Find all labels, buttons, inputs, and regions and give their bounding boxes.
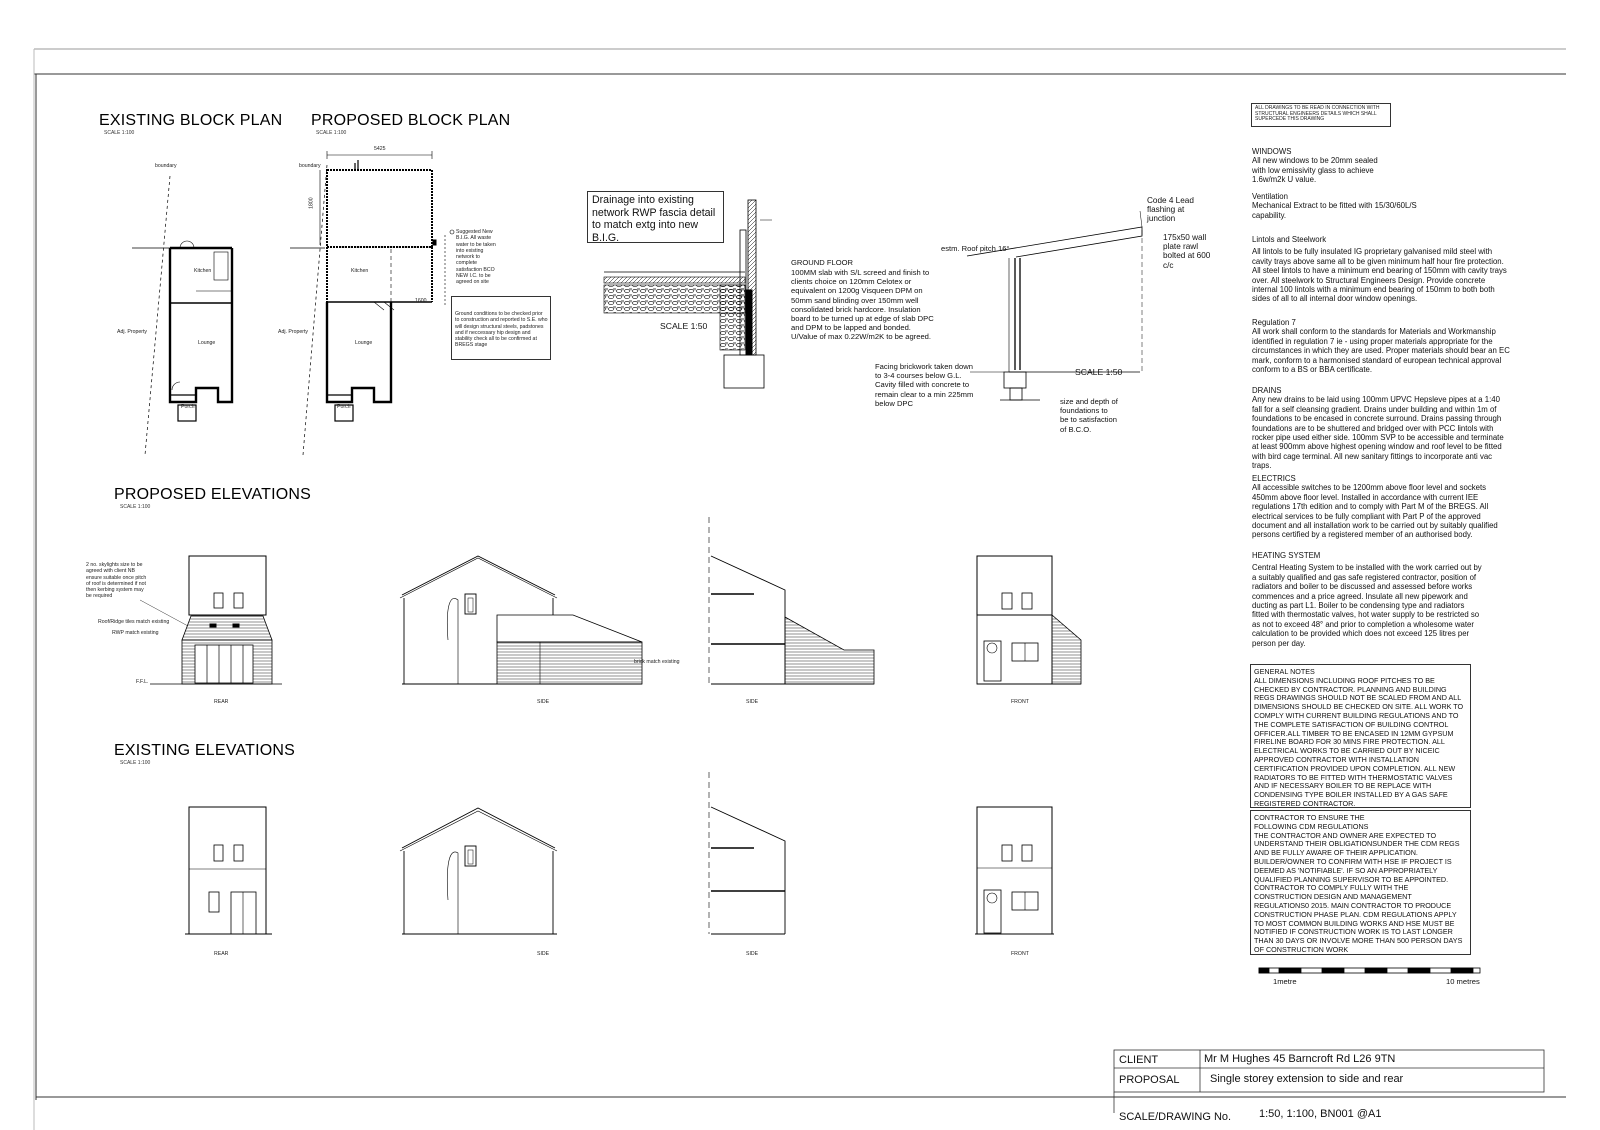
proposal-value: Single storey extension to side and rear (1210, 1073, 1404, 1085)
existing-elevations-heading: EXISTING ELEVATIONS (114, 742, 296, 759)
drains-title: DRAINS (1252, 386, 1282, 395)
porch-label: Porch (337, 404, 351, 410)
regulation7-text: All work shall conform to the standards for Materials and Workmanship identified in regulation 7 ie - using proper materials appropriate for the circumstances in which they are used. Proper materials should bear an EC mark, conform to a harmonised standard of european technical approval conform to a BS or BBA certificate. (1252, 327, 1510, 375)
adj-property-label: Adj. Property (117, 329, 147, 335)
cdm-text: THE CONTRACTOR AND OWNER ARE EXPECTED TO UNDERSTAND THEIR OBLIGATIONSUNDER THE CDM REGS AND BE FULLY AWARE OF THEIR APPLICATION. BUILDER/OWNER TO CONFIRM WITH HSE IF PROJECT IS DEEMED AS 'NOTIFIABLE'. IF SO AN APPROPRIATELY QUALIFIED PLANNING SUPERVISOR TO BE APPOINTED. CONTRACTOR TO COMPLY FULLY WITH THE CONSTRUCTION DESIGN AND MANAGEMENT REGULATIONS0 2015. MAIN CONTRACTOR TO PRODUCE CONSTRUCTION PHASE PLAN. CDM REGULATIONS APPLY TO MOST COMMON BUILDING WORKS AND HSE MUST BE NOTIFIED IF CONSTRUCTION WORK IS TO LAST LONGER THAN 30 DAYS OR INVOLVE MORE THAN 500 PERSON DAYS OF CONSTRUCTION WORK (1254, 830, 1463, 954)
rear-label: REAR (214, 699, 229, 705)
scale-bar-left-label: 1metre (1273, 977, 1297, 986)
rear-label: REAR (214, 951, 229, 957)
dimension-small: 1600 (415, 298, 427, 304)
lounge-label: Lounge (355, 340, 373, 346)
roof-pitch-label: estm. Roof pitch 16° (941, 244, 1010, 253)
proposal-label: PROPOSAL (1119, 1074, 1180, 1086)
electrics-text: All accessible switches to be 1200mm above floor level and sockets 450mm above floor level. Installed in accordance with current IEE regulations 17th edition and to comply with Part M of the BREGS. All electrical services to be fully compliant with Part P of the approved document and all installation work to be carried out by suitably qualified persons certified by a registered member of an authorised body. (1252, 483, 1498, 540)
front-label: FRONT (1011, 699, 1029, 705)
drawings-read-box: ALL DRAWINGS TO BE READ IN CONNECTION WITH STRUCTURAL ENGINEERS DETAILS WHICH SHALL SUPERCEDE THIS DRAWING (1251, 103, 1391, 127)
scale-drawing-value: 1:50, 1:100, BN001 @A1 (1259, 1108, 1382, 1120)
foundation-note: size and depth of foundations to be to satisfaction of B.C.O. (1060, 397, 1118, 434)
regulation7-title: Regulation 7 (1252, 318, 1296, 327)
ground-floor-spec: 100MM slab with S/L screed and finish to clients choice on 120mm Celotex or equivalent on 1200g Visqueen DPM on 50mm sand blinding over 150mm well consolidated brick hardcore. Insulation board to be turned up at edge of slab DPC and DPM to be lapped and bonded. U/Value of max 0.22W/m2K to be agreed. (791, 268, 934, 342)
heating-text: Central Heating System to be installed with the work carried out by a suitably qualified and gas safe registered contractor, position of radiators and boiler to be discussed and assessed before works commences and a price agreed. Insulate all new pipework and ducting as part L1. Boiler to be condensing type and radiators fitted with thermostatic valves, hot water supply to be restricted so as not to exceed 48° and prior to completion a wholesome water calculation to be provided which does not exceed 125 litres per person per day. (1252, 563, 1482, 648)
scale-drawing-label: SCALE/DRAWING No. (1119, 1111, 1232, 1123)
lounge-label: Lounge (198, 340, 216, 346)
scale-label: SCALE 1:100 (104, 130, 135, 136)
scale-bar-right-label: 10 metres (1446, 977, 1480, 986)
brick-match-note: brick match existing (634, 659, 680, 665)
front-label: FRONT (1011, 951, 1029, 957)
lintols-title: Lintols and Steelwork (1252, 235, 1327, 244)
lintols-text: All lintols to be fully insulated IG proprietary galvanised mild steel with cavity trays above same all to be given minimum half hour fire protection. All steel lintols to have a minimum end bearing of 150mm with cavity trays over. All steelwork to Structural Engineers Design. Provide concrete internal 100 lintols with a minimum end bearing of 150mm to both both sides of all to all internal door window openings. (1252, 247, 1507, 304)
heating-title: HEATING SYSTEM (1252, 551, 1321, 560)
proposed-block-plan-heading: PROPOSED BLOCK PLAN (311, 112, 511, 129)
ground-floor-title: GROUND FLOOR (791, 258, 854, 267)
drainage-note: Drainage into existing network RWP fascia detail to match extg into new B.I.G. (587, 191, 724, 243)
existing-block-plan-heading: EXISTING BLOCK PLAN (99, 112, 283, 129)
side-label: SIDE (537, 951, 550, 957)
ventilation-text: Mechanical Extract to be fitted with 15/30/60L/S capability. (1252, 201, 1417, 220)
roof-tiles-note: Roof/Ridge tiles match existing (98, 619, 170, 625)
section-scale: SCALE 1:50 (660, 321, 708, 331)
cdm-title: CONTRACTOR TO ENSURE THE FOLLOWING CDM REGULATIONS (1254, 813, 1369, 831)
scale-label: SCALE 1:100 (120, 760, 151, 766)
ventilation-title: Ventilation (1252, 192, 1288, 201)
adj-property-label: Adj. Property (278, 329, 308, 335)
skylight-note: 2 no. skylights size to be agreed with client NB ensure suitable once pitch of roof is determined if not then kerbing system may be required (86, 562, 147, 600)
ffl-label: F.F.L. (136, 679, 149, 685)
kitchen-label: Kitchen (194, 268, 212, 274)
windows-text: All new windows to be 20mm sealed with low emissivity glass to achieve 1.6w/m2k U value. (1252, 156, 1378, 185)
rwp-note: RWP match existing (112, 630, 159, 636)
general-notes-text: ALL DIMENSIONS INCLUDING ROOF PITCHES TO BE CHECKED BY CONTRACTOR. PLANNING AND BUILDING REGS DRAWINGS SHOULD NOT BE SCALED FROM AND ALL DIMENSIONS SHOULD BE CHECKED ON SITE. ALL WORK TO COMPLY WITH CURRENT BUILDING REGULATIONS AND TO THE COMPLETE SATISFACTION OF BUILDING CONTROL OFFICER.ALL TIMBER TO BE ENCASED IN 12MM GYPSUM FIRELINE BOARD FOR 30 MINS FIRE PROTECTION. ALL ELECTRICAL WORKS TO BE CARRIED OUT BY NICEIC APPROVED CONTRACTOR WITH INSTALLATION CERTIFICATION PROVIDED UPON COMPLETION. ALL NEW RADIATORS TO BE FITTED WITH THERMOSTATIC VALVES AND IF NECESSARY BOILER TO BE REPLACE WITH CONDENSING TYPE BOILER INSTALLED BY A GAS SAFE REGISTERED CONTRACTOR. (1254, 675, 1464, 808)
big-note: Suggested New B.I.G. All waste water to be taken into existing network to complete satisfaction BCO NEW I.C. to be agreed on site (456, 229, 496, 286)
electrics-title: ELECTRICS (1252, 474, 1296, 483)
roof-section-scale: SCALE 1:50 (1075, 367, 1123, 377)
general-notes-title: GENERAL NOTES (1254, 667, 1315, 676)
side-label: SIDE (537, 699, 550, 705)
ground-conditions-note: Ground conditions to be checked prior to construction and reported to S.E. who will design structural steels, padstones and if neccessary hip design and stability check all to be confirmed at BREGS stage (451, 296, 551, 360)
dimension-depth: 1800 (308, 197, 315, 209)
side-label: SIDE (746, 699, 759, 705)
scale-label: SCALE 1:100 (316, 130, 347, 136)
proposed-elevations-heading: PROPOSED ELEVATIONS (114, 486, 312, 503)
kitchen-label: Kitchen (351, 268, 369, 274)
dimension-width: 5425 (374, 146, 386, 152)
client-value: Mr M Hughes 45 Barncroft Rd L26 9TN (1204, 1053, 1396, 1065)
client-label: CLIENT (1119, 1054, 1159, 1066)
wall-plate-note: 175x50 wall plate rawl bolted at 600 c/c (1163, 233, 1211, 270)
windows-title: WINDOWS (1252, 147, 1292, 156)
side-label: SIDE (746, 951, 759, 957)
scale-label: SCALE 1:100 (120, 504, 151, 510)
drains-text: Any new drains to be laid using 100mm UPVC Hepsleve pipes at a 1:40 fall for a self cleansing gradient. Drains under building and within 1m of foundations to be encased in concrete surround. Drains passing through foundations are to be shuttered and bridged over with PCC lintols with rocker pipe used either side. 100mm SVP to be accessible and terminate at least 900mm above highest opening window and roof level to be fitted with bird cage terminal. All new sanitary fittings to incorporate anti vac traps. (1252, 395, 1504, 471)
code4-lead-note: Code 4 Lead flashing at junction (1147, 196, 1194, 224)
porch-label: Porch (181, 404, 195, 410)
boundary-label: boundary (155, 163, 177, 169)
facing-brick-note: Facing brickwork taken down to 3-4 courses below G.L. Cavity filled with concrete to remain clear to a min 225mm below DPC (875, 362, 974, 408)
boundary-label: boundary (299, 163, 321, 169)
